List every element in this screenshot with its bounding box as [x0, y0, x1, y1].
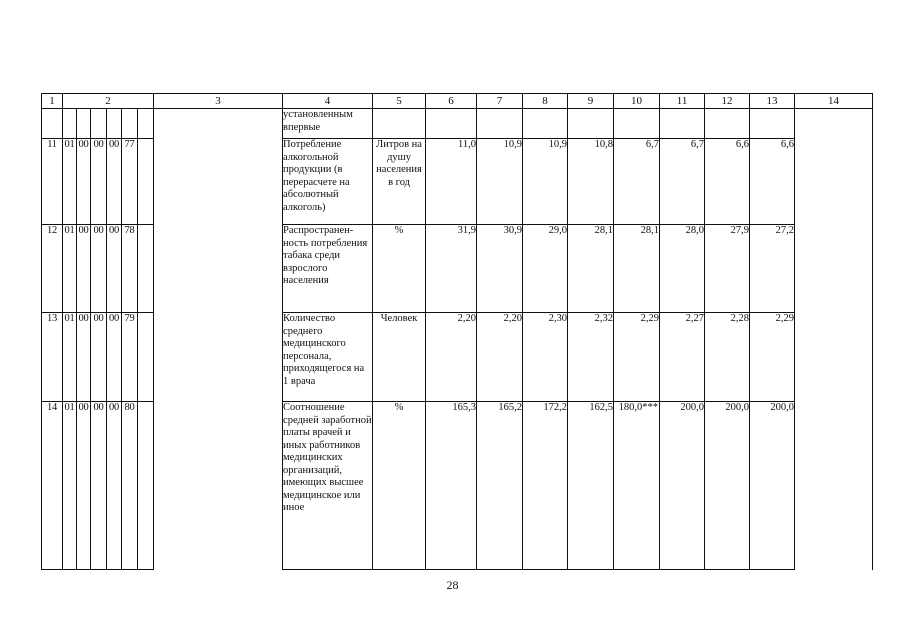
- header-col-9: 9: [568, 94, 614, 109]
- unit-of-measure: %: [373, 225, 426, 313]
- code-part: 00: [107, 313, 122, 402]
- code-part: 00: [107, 225, 122, 313]
- code-part: 00: [91, 139, 107, 225]
- header-col-4: 4: [283, 94, 373, 109]
- value-cell: 31,9: [426, 225, 477, 313]
- indicator-name: Количество среднего медицинского персонала, приходящегося на 1 врача: [283, 313, 373, 402]
- header-col-5: 5: [373, 94, 426, 109]
- row-number: 14: [42, 402, 63, 570]
- code-part: 01: [63, 313, 77, 402]
- code-part: 00: [77, 402, 91, 570]
- unit-of-measure: Литров на душу населения в год: [373, 139, 426, 225]
- value-cell: 27,9: [705, 225, 750, 313]
- value-cell: 6,6: [705, 139, 750, 225]
- unit-of-measure: %: [373, 402, 426, 570]
- value-cell: 200,0: [705, 402, 750, 570]
- indicator-name: Распространен-ность потребления табака среди взрослого населения: [283, 225, 373, 313]
- header-row: [42, 94, 873, 109]
- value-cell: 10,8: [568, 139, 614, 225]
- indicator-name: Соотношение средней заработной платы врачей и иных работников медицинских организаций, имеющих высшее медицинское или иное: [283, 402, 373, 570]
- value-cell: 180,0***: [614, 402, 660, 570]
- value-cell: 28,1: [614, 225, 660, 313]
- value-cell: 6,6: [750, 139, 795, 225]
- code-part: 01: [63, 402, 77, 570]
- code-part: 00: [77, 313, 91, 402]
- row-number: 13: [42, 313, 63, 402]
- header-col-13: 13: [750, 94, 795, 109]
- unit-of-measure: Человек: [373, 313, 426, 402]
- header-col-14: 14: [795, 94, 873, 109]
- row-number: 11: [42, 139, 63, 225]
- indicator-name: установленным впервые: [283, 109, 373, 139]
- value-cell: 2,27: [660, 313, 705, 402]
- code-part: 78: [122, 225, 138, 313]
- code-part: 00: [107, 139, 122, 225]
- indicator-name: Потребление алкогольной продукции (в перерасчете на абсолютный алкоголь): [283, 139, 373, 225]
- row-number: 12: [42, 225, 63, 313]
- indicators-table: [41, 93, 873, 570]
- code-part: 00: [91, 313, 107, 402]
- code-part: 00: [107, 402, 122, 570]
- value-cell: 165,3: [426, 402, 477, 570]
- code-part: 00: [91, 402, 107, 570]
- header-col-10: 10: [614, 94, 660, 109]
- value-cell: 172,2: [523, 402, 568, 570]
- value-cell: 2,30: [523, 313, 568, 402]
- page-number: 28: [446, 578, 459, 592]
- value-cell: 2,20: [426, 313, 477, 402]
- header-col-2: 2: [63, 94, 154, 109]
- value-cell: 162,5: [568, 402, 614, 570]
- header-col-12: 12: [705, 94, 750, 109]
- table-row: [42, 109, 873, 139]
- value-cell: 28,1: [568, 225, 614, 313]
- value-cell: 10,9: [523, 139, 568, 225]
- header-col-11: 11: [660, 94, 705, 109]
- value-cell: 165,2: [477, 402, 523, 570]
- header-col-7: 7: [477, 94, 523, 109]
- value-cell: 2,32: [568, 313, 614, 402]
- value-cell: 27,2: [750, 225, 795, 313]
- value-cell: 30,9: [477, 225, 523, 313]
- header-col-6: 6: [426, 94, 477, 109]
- value-cell: 2,28: [705, 313, 750, 402]
- value-cell: 2,29: [614, 313, 660, 402]
- header-col-3: 3: [154, 94, 283, 109]
- code-part: 01: [63, 139, 77, 225]
- value-cell: 11,0: [426, 139, 477, 225]
- code-part: 01: [63, 225, 77, 313]
- value-cell: 2,20: [477, 313, 523, 402]
- header-col-1: 1: [42, 94, 63, 109]
- code-part: 79: [122, 313, 138, 402]
- value-cell: 200,0: [660, 402, 705, 570]
- value-cell: 29,0: [523, 225, 568, 313]
- code-part: 80: [122, 402, 138, 570]
- value-cell: 10,9: [477, 139, 523, 225]
- value-cell: 6,7: [614, 139, 660, 225]
- code-part: 00: [77, 225, 91, 313]
- code-part: 00: [77, 139, 91, 225]
- code-part: 00: [91, 225, 107, 313]
- column-14-cell: [795, 109, 873, 570]
- code-part: 77: [122, 139, 138, 225]
- value-cell: 200,0: [750, 402, 795, 570]
- value-cell: 2,29: [750, 313, 795, 402]
- header-col-8: 8: [523, 94, 568, 109]
- column-3-cell: [154, 109, 283, 570]
- value-cell: 6,7: [660, 139, 705, 225]
- value-cell: 28,0: [660, 225, 705, 313]
